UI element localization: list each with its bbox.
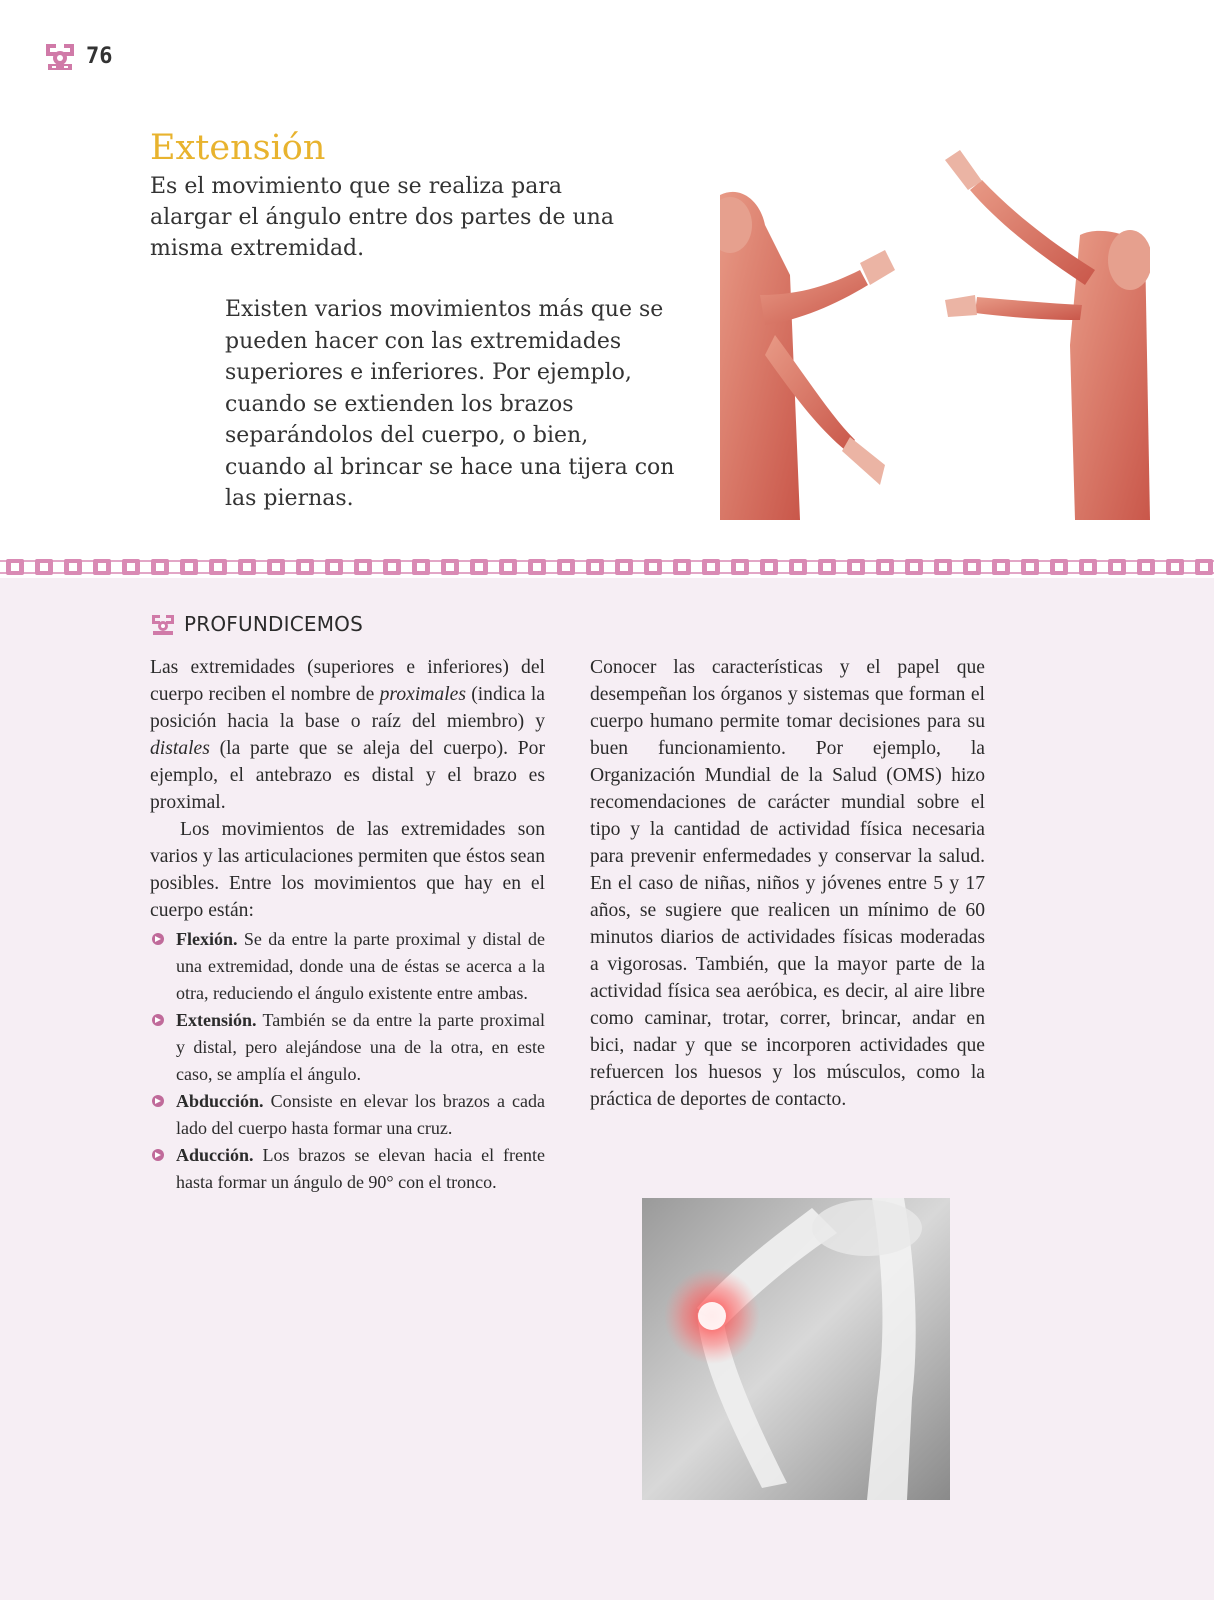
band-glyph-center [156, 563, 164, 571]
paragraph-proximal-distal [150, 654, 545, 816]
band-glyph-center [1113, 563, 1121, 571]
band-glyph-center [127, 563, 135, 571]
text-fragment: (indica la posición hacia la base o raíz del miembro) y [150, 684, 545, 732]
page-header [42, 38, 113, 74]
band-glyph-center [98, 563, 106, 571]
paragraph-movements: Los movimientos de las extremidades son varios y las articulaciones permiten que éstos sean posibles. Entre los movimientos que hay en el cuerpo están: [150, 819, 545, 921]
band-glyph-center [417, 563, 425, 571]
item-term: Aducción. [176, 1145, 254, 1165]
band-glyph-center [939, 563, 947, 571]
band-glyph-center [794, 563, 802, 571]
band-glyph-center [823, 563, 831, 571]
pink-arrow-bullet-icon [152, 1095, 164, 1107]
knee-xray-illustration [642, 1198, 950, 1500]
emphasis-distales: distales [150, 738, 210, 759]
muscle-anatomy-illustration [720, 145, 1150, 520]
band-glyph-center [301, 563, 309, 571]
band-glyph-center [40, 563, 48, 571]
band-glyph-center [1142, 563, 1150, 571]
band-glyph-center [1055, 563, 1063, 571]
item-text: También se da entre la parte proximal y distal, pero alejándose una de la otra, en este caso, se amplía el ángulo. [176, 1010, 545, 1084]
paragraph-oms: Conocer las características y el papel que desempeñan los órganos y sistemas que forman el cuerpo humano permite tomar decisiones para su buen funcionamiento. Por ejemplo, la Organización Mundial de la Salud (OMS) hizo recomendaciones de carácter mundial sobre el tipo y la cantidad de actividad física necesaria para prevenir enfermedades y conservar la salud. En el caso de niñas, niños y jóvenes entre 5 y 17 años, se sugiere que realicen un mínimo de 60 minutos diarios de actividades físicas moderadas a vigorosas. También, que la mayor parte de la actividad física sea aeróbica, es decir, al aire libre como caminar, trotar, correr, brincar, andar en bici, nadar y que se incorporen actividades que refuercen los huesos y los músculos, como la práctica de deportes de contacto. [590, 657, 985, 1110]
band-glyph-center [678, 563, 686, 571]
list-item [150, 1007, 545, 1088]
band-glyph-center [620, 563, 628, 571]
text-fragment: Las extremidades (superiores e inferiores) del cuerpo reciben el nombre de [150, 657, 545, 705]
band-glyph-center [330, 563, 338, 571]
text-fragment: (la parte que se aleja del cuerpo). Por ejemplo, el antebrazo es distal y el brazo es proximal. [150, 738, 545, 813]
band-glyph-center [852, 563, 860, 571]
section-header [150, 612, 363, 636]
band-glyph-center [243, 563, 251, 571]
pink-arrow-bullet-icon [152, 1149, 164, 1161]
pink-arrow-bullet-icon [152, 1014, 164, 1026]
list-item [150, 1142, 545, 1196]
band-glyph-center [765, 563, 773, 571]
band-glyph-center [1171, 563, 1179, 571]
right-column [590, 654, 985, 1113]
band-glyph-center [214, 563, 222, 571]
extension-extra-text: Existen varios movimientos más que se pueden hacer con las extremidades superiores e inferiores. Por ejemplo, cuando se extienden los brazos separándolos del cuerpo, o bien, cuando al brincar se hace una tijera con las piernas. [225, 297, 675, 511]
extension-definition: Es el movimiento que se realiza para alargar el ángulo entre dos partes de una misma extremidad. [150, 174, 614, 261]
band-glyph-center [562, 563, 570, 571]
item-term: Extensión. [176, 1010, 257, 1030]
band-glyph-center [968, 563, 976, 571]
item-text: Consiste en elevar los brazos a cada lado del cuerpo hasta formar una cruz. [176, 1091, 545, 1138]
band-glyph-center [185, 563, 193, 571]
band-glyph-center [1200, 563, 1208, 571]
item-text: Los brazos se elevan hacia el frente hasta formar un ángulo de 90° con el tronco. [176, 1145, 545, 1192]
band-glyph-center [591, 563, 599, 571]
band-glyph-center [997, 563, 1005, 571]
band-glyph-center [272, 563, 280, 571]
band-glyph-center [11, 563, 19, 571]
band-glyph-center [707, 563, 715, 571]
band-glyph-center [359, 563, 367, 571]
movements-list [150, 926, 545, 1196]
band-glyph-center [736, 563, 744, 571]
item-term: Abducción. [176, 1091, 264, 1111]
item-text: Se da entre la parte proximal y distal de una extremidad, donde una de éstas se acerca a la otra, reduciendo el ángulo existente entre ambas. [176, 929, 545, 1003]
band-glyph-center [881, 563, 889, 571]
extension-title: Extensión [150, 128, 326, 168]
section-title: PROFUNDICEMOS [184, 612, 363, 636]
band-glyph-center [910, 563, 918, 571]
list-item [150, 1088, 545, 1142]
item-term: Flexión. [176, 929, 238, 949]
band-glyph-center [504, 563, 512, 571]
pink-arrow-bullet-icon [152, 933, 164, 945]
pre-hispanic-glyph-icon [150, 612, 176, 636]
band-glyph-center [1026, 563, 1034, 571]
band-glyph-center [446, 563, 454, 571]
pre-hispanic-glyph-icon [42, 38, 78, 74]
list-item [150, 926, 545, 1007]
band-glyph-center [388, 563, 396, 571]
band-glyph-center [69, 563, 77, 571]
band-glyph-center [1084, 563, 1092, 571]
left-column [150, 654, 545, 1196]
emphasis-proximales: proximales [379, 684, 466, 705]
band-glyph-center [649, 563, 657, 571]
page-number: 76 [86, 43, 113, 69]
band-glyph-center [533, 563, 541, 571]
decorative-glyph-band [0, 556, 1214, 578]
band-glyph-center [475, 563, 483, 571]
